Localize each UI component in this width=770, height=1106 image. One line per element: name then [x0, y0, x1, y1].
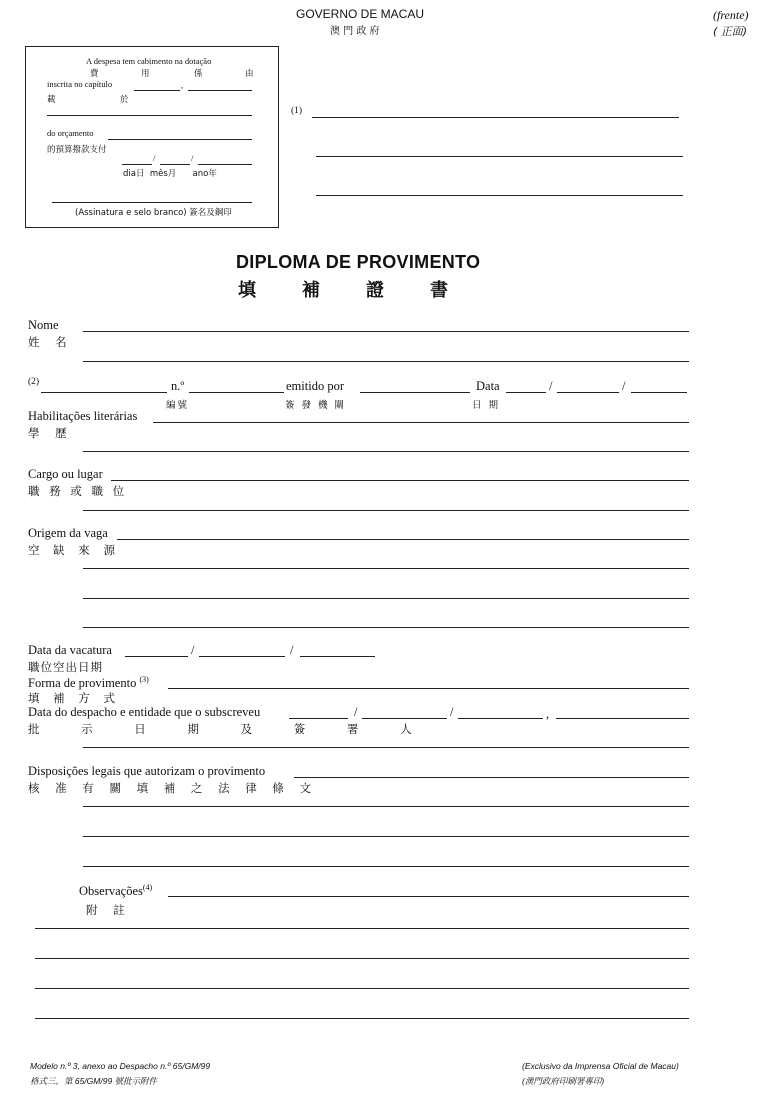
- signature-field[interactable]: [52, 202, 252, 203]
- vacatura-sep-2: /: [290, 643, 294, 657]
- forma-label-zh: 填 補 方 式: [28, 691, 120, 705]
- observacoes-note-marker: (4): [142, 883, 153, 892]
- observacoes-label-zh: 附 註: [86, 903, 131, 917]
- note1-line-1[interactable]: [312, 117, 679, 118]
- forma-label: [28, 675, 149, 691]
- vacatura-month-field[interactable]: [199, 656, 285, 657]
- vacatura-sep-1: /: [191, 643, 195, 657]
- emitido-label-zh: 簽 發 機 關: [285, 400, 347, 411]
- habilitacoes-label-zh: 學 歷: [28, 426, 73, 440]
- side-label-zh: ( 正面): [713, 25, 748, 38]
- note2-marker: (2): [28, 377, 40, 387]
- observacoes-field-5[interactable]: [35, 1018, 689, 1019]
- footer-exclusive: (Exclusivo da Imprensa Oficial de Macau): [522, 1061, 679, 1071]
- numero-label-zh: 編號: [166, 400, 190, 411]
- footer-model: Modelo n.º 3, anexo ao Despacho n.º 65/GM/99: [30, 1061, 211, 1071]
- day-field[interactable]: [122, 164, 152, 165]
- data-label-zh: 日 期: [472, 400, 501, 411]
- despacho-entity-field[interactable]: [556, 718, 689, 719]
- footer-model-zh: 格式三，第 65/GM/99 號批示附件: [30, 1076, 158, 1086]
- note1-line-3[interactable]: [316, 195, 683, 196]
- vacatura-label: Data da vacatura: [28, 643, 112, 657]
- date-sep-2: /: [191, 153, 194, 163]
- month-field[interactable]: [160, 164, 190, 165]
- nome-label: Nome: [28, 318, 59, 332]
- cargo-label-zh: 職 務 或 職 位: [28, 484, 128, 498]
- budget-zh-3: 係: [194, 69, 203, 79]
- chapter-label: inscrita no capítulo: [47, 79, 113, 89]
- observacoes-field-1[interactable]: [168, 896, 689, 897]
- origem-field-4[interactable]: [83, 627, 689, 628]
- data-label: Data: [476, 379, 500, 393]
- disposicoes-label: Disposições legais que autorizam o provimento: [28, 764, 266, 778]
- chapter-zh: 載: [47, 95, 56, 105]
- vacatura-label-zh: 職位空出日期: [28, 660, 103, 674]
- budget-zh-4: 由: [245, 69, 254, 79]
- year-field[interactable]: [198, 164, 252, 165]
- habilitacoes-field-2[interactable]: [83, 451, 689, 452]
- observacoes-field-2[interactable]: [35, 928, 689, 929]
- government-title-zh: 澳 門 政 府: [330, 26, 380, 37]
- government-title: GOVERNO DE MACAU: [296, 7, 425, 21]
- despacho-field-2[interactable]: [83, 747, 689, 748]
- origem-label-zh: 空 缺 來 源: [28, 543, 120, 557]
- budget-line1: A despesa tem cabimento na dotação: [86, 56, 212, 66]
- data-sep-2: /: [622, 379, 626, 393]
- disposicoes-field-3[interactable]: [83, 836, 689, 837]
- nome-field-2[interactable]: [83, 361, 689, 362]
- budget-zh-2: 用: [141, 69, 150, 79]
- cargo-label: Cargo ou lugar: [28, 467, 103, 481]
- despacho-label-zh: 批 示 日 期 及 簽 署 人: [28, 722, 431, 736]
- forma-note-marker: (3): [139, 675, 149, 684]
- numero-field[interactable]: [189, 392, 284, 393]
- despacho-comma: ,: [546, 707, 550, 721]
- document-type-field[interactable]: [41, 392, 167, 393]
- budget-zh: 的預算撥款支付: [47, 145, 107, 155]
- origem-label: Origem da vaga: [28, 526, 108, 540]
- observacoes-label-text: Observações: [79, 884, 143, 899]
- despacho-day-field[interactable]: [289, 718, 348, 719]
- note1-marker: (1): [291, 106, 303, 116]
- nome-field-1[interactable]: [83, 331, 689, 332]
- date-labels: dia日 mês月 ano年: [123, 169, 217, 179]
- observacoes-field-3[interactable]: [35, 958, 689, 959]
- disposicoes-label-zh: 核 准 有 關 填 補 之 法 律 條 文: [28, 781, 318, 795]
- data-day-field[interactable]: [506, 392, 546, 393]
- numero-label: n.º: [171, 379, 185, 393]
- despacho-label: Data do despacho e entidade que o subscreveu: [28, 705, 261, 719]
- habilitacoes-field-1[interactable]: [153, 422, 689, 423]
- observacoes-label: [79, 883, 152, 899]
- forma-field[interactable]: [168, 688, 689, 689]
- despacho-year-field[interactable]: [458, 718, 543, 719]
- cargo-field-2[interactable]: [83, 510, 689, 511]
- chapter-comma: ,: [181, 80, 184, 90]
- budget-field[interactable]: [108, 139, 252, 140]
- chapter-zh-2: 於: [120, 95, 129, 105]
- emitido-field[interactable]: [360, 392, 470, 393]
- disposicoes-field-1[interactable]: [294, 777, 689, 778]
- forma-label-text: Forma de provimento: [28, 676, 137, 691]
- origem-field-2[interactable]: [83, 568, 689, 569]
- document-title: DIPLOMA DE PROVIMENTO: [236, 252, 481, 272]
- data-sep-1: /: [549, 379, 553, 393]
- cargo-field-1[interactable]: [111, 480, 689, 481]
- chapter-field[interactable]: [134, 90, 180, 91]
- vacatura-day-field[interactable]: [125, 656, 188, 657]
- observacoes-field-4[interactable]: [35, 988, 689, 989]
- chapter-field-2[interactable]: [188, 90, 252, 91]
- chapter-field-3[interactable]: [47, 115, 252, 116]
- note1-line-2[interactable]: [316, 156, 683, 157]
- footer-exclusive-zh: (澳門政府印刷署專印): [522, 1076, 605, 1086]
- disposicoes-field-4[interactable]: [83, 866, 689, 867]
- vacatura-year-field[interactable]: [300, 656, 375, 657]
- document-title-zh: 填補證書: [238, 280, 494, 301]
- side-label: (frente): [713, 8, 749, 22]
- budget-label: do orçamento: [47, 128, 94, 138]
- despacho-month-field[interactable]: [362, 718, 447, 719]
- despacho-sep-1: /: [354, 705, 358, 719]
- disposicoes-field-2[interactable]: [83, 806, 689, 807]
- despacho-sep-2: /: [450, 705, 454, 719]
- habilitacoes-label: Habilitações literárias: [28, 409, 138, 423]
- origem-field-3[interactable]: [83, 598, 689, 599]
- nome-label-zh: 姓 名: [28, 335, 73, 349]
- data-month-field[interactable]: [557, 392, 619, 393]
- origem-field-1[interactable]: [117, 539, 689, 540]
- signature-label: (Assinatura e selo branco) 簽名及鋼印: [75, 208, 232, 218]
- date-sep-1: /: [153, 153, 156, 163]
- emitido-label: emitido por: [286, 379, 344, 393]
- budget-zh-1: 費: [90, 69, 99, 79]
- data-year-field[interactable]: [631, 392, 687, 393]
